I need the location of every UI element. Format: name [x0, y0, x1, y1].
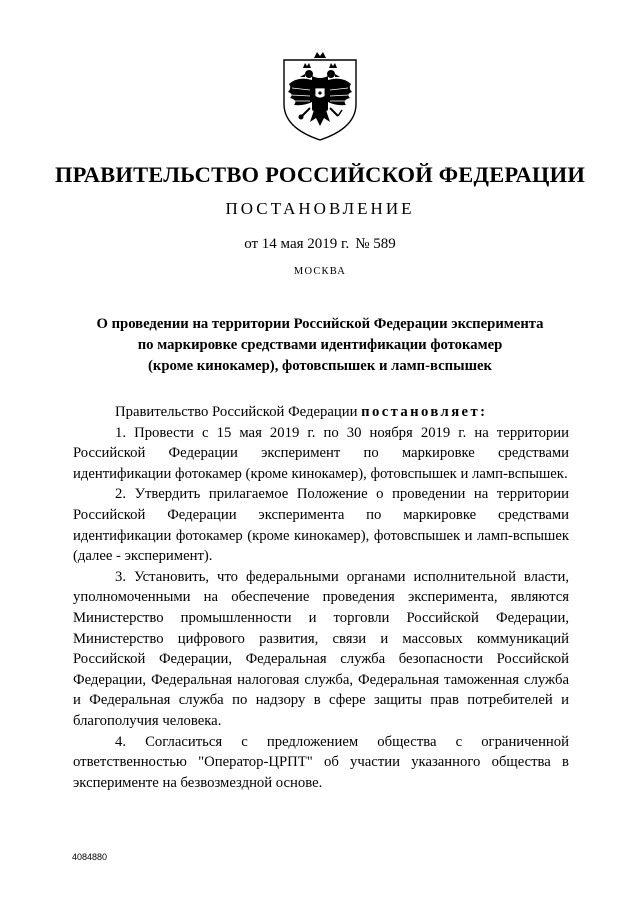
document-date: от 14 мая 2019 г. [244, 236, 350, 252]
russian-coat-of-arms-icon [276, 50, 364, 142]
footer-document-code: 4084880 [72, 852, 108, 862]
document-body [73, 402, 569, 793]
body-paragraph: 1. Провести с 15 мая 2019 г. по 30 ноября 2019 г. на территории Российской Федерации эксперимент по маркировке средствами идентификации фотокамер (кроме кинокамер), фотовспышек и ламп-вспышек. [73, 424, 569, 482]
heading-line: О проведении на территории Российской Федерации эксперимента [96, 316, 544, 332]
government-title: ПРАВИТЕЛЬСТВО РОССИЙСКОЙ ФЕДЕРАЦИИ [54, 162, 586, 187]
body-paragraph: 3. Установить, что федеральными органами исполнительной власти, уполномоченными на обеспечение проведения эксперимента, являются Министерство промышленности и торговли Российской Федерации, Министерство цифрового развития, связи и массовых коммуникаций Российской Федерации, Федеральная служба безопасности Российской Федерации, Федеральная налоговая служба, Федеральная таможенная служба и Федеральная служба по надзору в сфере защиты прав потребителей и благополучия человека. [73, 568, 569, 729]
heading-line: по маркировке средствами идентификации фотокамер [137, 337, 503, 353]
body-paragraph: 2. Утвердить прилагаемое Положение о проведении на территории Российской Федерации эксперимента по маркировке средствами идентификации фотокамер (кроме кинокамер), фотовспышек и ламп-вспышек (далее - эксперимент). [73, 486, 569, 565]
document-type: ПОСТАНОВЛЕНИЕ [225, 199, 415, 218]
document-number: № 589 [355, 236, 396, 252]
document-city: МОСКВА [293, 266, 347, 277]
intro-verb: постановляет: [361, 404, 488, 420]
document-date-line [0, 236, 640, 253]
heading-line: (кроме кинокамер), фотовспышек и ламп-вспышек [148, 358, 492, 374]
document-heading [60, 314, 580, 377]
intro-lead: Правительство Российской Федерации [115, 404, 358, 420]
intro-paragraph [73, 402, 569, 423]
body-paragraph: 4. Согласиться с предложением общества с ограниченной ответственностью "Оператор-ЦРПТ" об участии указанного общества в эксперименте на безвозмездной основе. [73, 733, 569, 791]
